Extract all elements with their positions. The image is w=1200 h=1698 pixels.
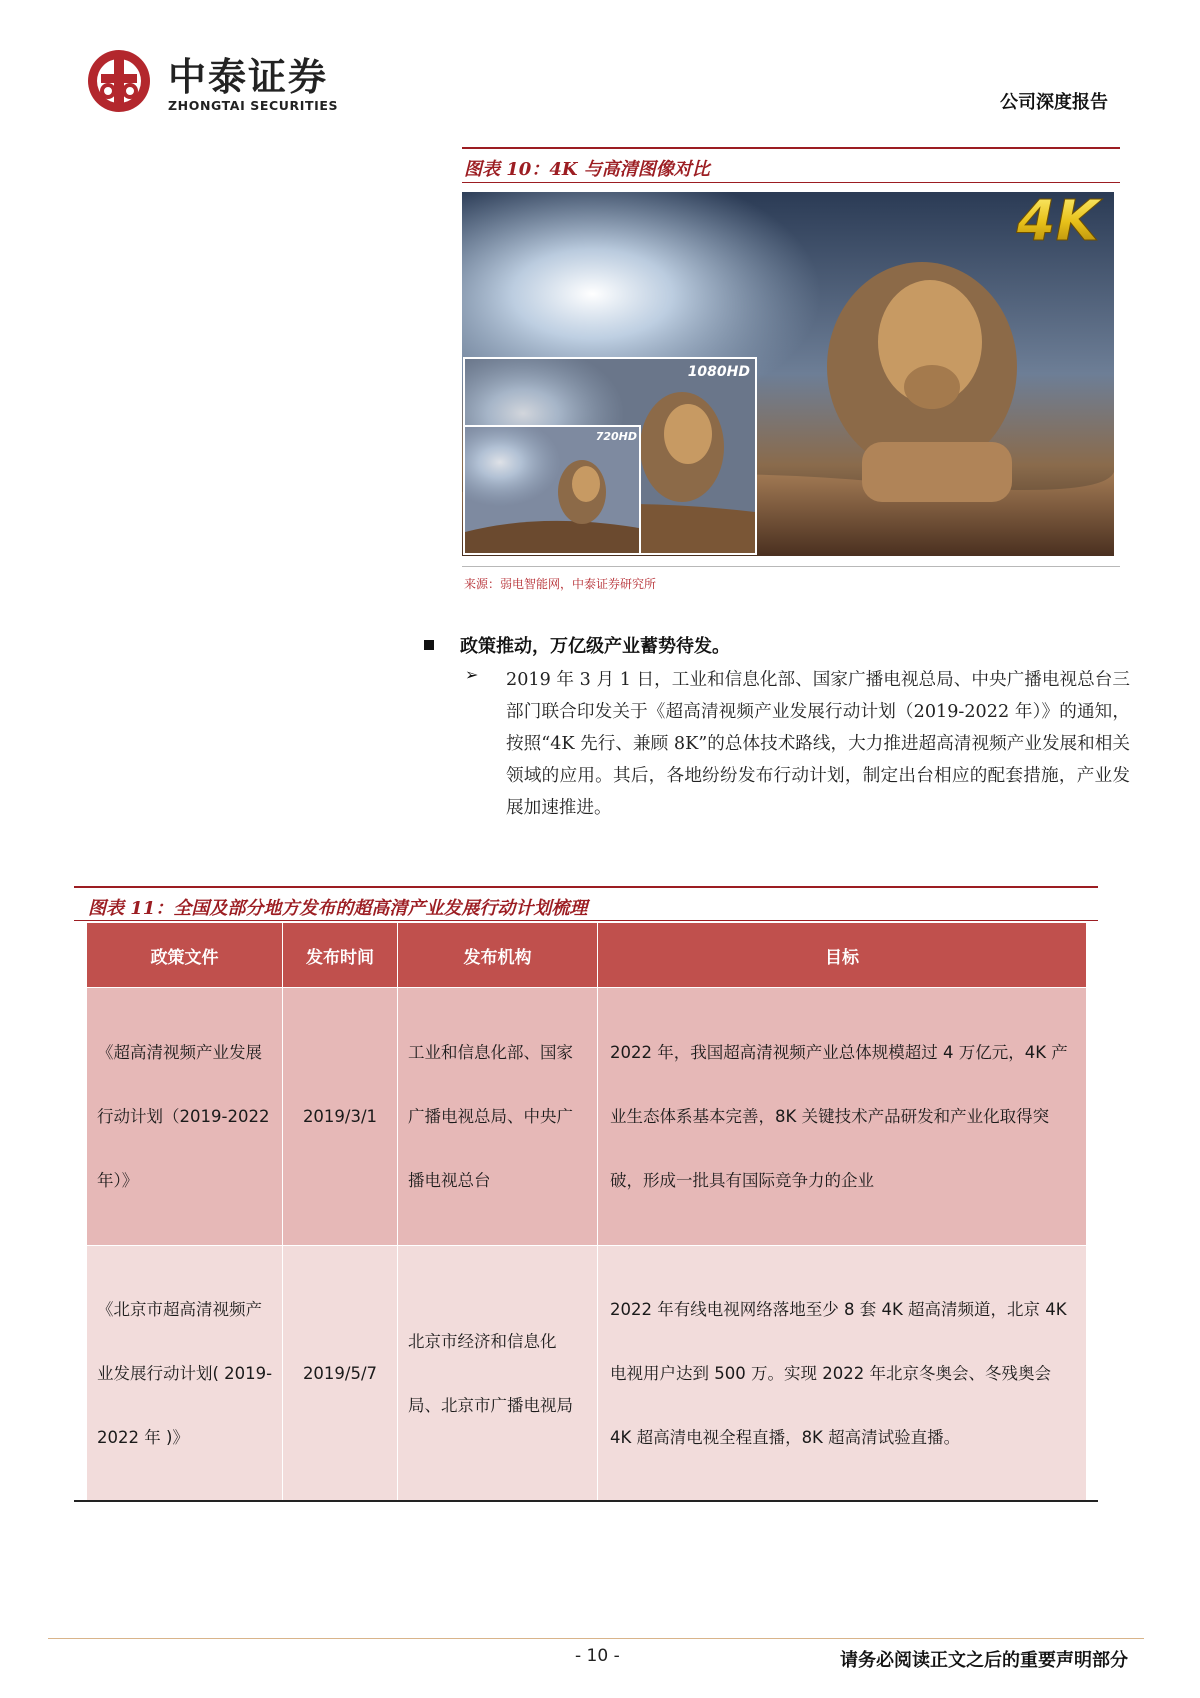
company-name-en: ZHONGTAI SECURITIES	[168, 98, 339, 113]
header-release-date: 发布时间	[283, 923, 398, 988]
cell-policy-doc: 《超高清视频产业发展行动计划（2019-2022 年）》	[87, 988, 283, 1246]
header-policy-doc: 政策文件	[87, 923, 283, 988]
section-paragraph: 2019 年 3 月 1 日，工业和信息化部、国家广播电视总局、中央广播电视总台三部门联合印发关于《超高清视频产业发展行动计划（2019-2022 年）》的通知，按照“4K 先行、兼顾 8K”的总体技术路线，大力推进超高清视频产业发展和相关领域的应用。其后，各地纷纷发布行动计划，制定出台相应的配套措施，产业发展加速推进。	[506, 670, 1130, 818]
policy-table	[86, 922, 1087, 1502]
figure10-top-rule	[462, 147, 1120, 149]
company-logo-mark	[86, 48, 152, 114]
cell-goal: 2022 年，我国超高清视频产业总体规模超过 4 万亿元，4K 产业生态体系基本完善，8K 关键技术产品研发和产业化取得突破，形成一批具有国际竞争力的企业	[598, 988, 1087, 1246]
cell-release-date: 2019/5/7	[283, 1246, 398, 1502]
label-4k: 4K	[1016, 192, 1099, 254]
figure10-bottom-rule	[462, 566, 1120, 567]
label-1080hd: 1080HD	[687, 364, 750, 380]
figure10-source: 来源：弱电智能网，中泰证券研究所	[464, 577, 657, 591]
section-heading: 政策推动，万亿级产业蓄势待发。	[460, 636, 730, 657]
header-issuer: 发布机构	[398, 923, 598, 988]
report-type-label: 公司深度报告	[1000, 92, 1108, 113]
company-name-cn: 中泰证券	[168, 55, 329, 99]
table-row	[87, 1246, 1087, 1502]
table-row	[87, 988, 1087, 1246]
cell-issuer: 工业和信息化部、国家广播电视总局、中央广播电视总台	[398, 988, 598, 1246]
cell-policy-doc: 《北京市超高清视频产业发展行动计划( 2019-2022 年 )》	[87, 1246, 283, 1502]
cell-goal: 2022 年有线电视网络落地至少 8 套 4K 超高清频道，北京 4K 电视用户达到 500 万。实现 2022 年北京冬奥会、冬残奥会 4K 超高清电视全程直播，8K 超高清试验直播。	[598, 1246, 1087, 1502]
footer-rule	[48, 1638, 1144, 1639]
arrow-bullet-icon: ➢	[465, 665, 479, 684]
figure11-top-rule	[74, 886, 1098, 888]
cell-issuer: 北京市经济和信息化局、北京市广播电视局	[398, 1246, 598, 1502]
label-720hd: 720HD	[595, 430, 637, 443]
page-number: - 10 -	[575, 1646, 620, 1666]
cell-release-date: 2019/3/1	[283, 988, 398, 1246]
figure11-title: 图表 11：全国及部分地方发布的超高清产业发展行动计划梳理	[88, 898, 588, 919]
figure11-bottom-rule	[74, 1500, 1098, 1502]
figure10-title-rule	[462, 182, 1120, 183]
resolution-comparison-image	[462, 192, 1114, 556]
header-goal: 目标	[598, 923, 1087, 988]
figure10-title: 图表 10：4K 与高清图像对比	[464, 159, 710, 180]
footer-disclaimer-note: 请务必阅读正文之后的重要声明部分	[840, 1650, 1128, 1671]
section-bullet-icon	[424, 640, 434, 650]
table-header-row	[87, 923, 1087, 988]
figure11-title-rule	[74, 920, 1098, 921]
